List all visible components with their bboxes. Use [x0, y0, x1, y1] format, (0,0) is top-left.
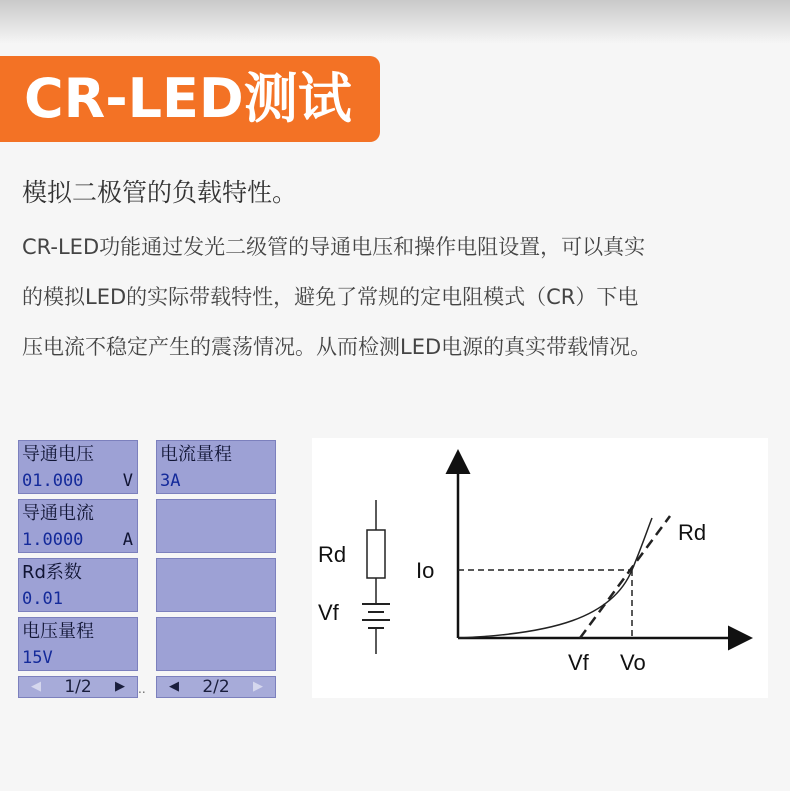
- menu-item-value: 3A: [160, 471, 181, 491]
- page-separator: ..: [138, 682, 146, 696]
- subtitle: 模拟二极管的负载特性。: [22, 178, 298, 207]
- description-line: CR-LED功能通过发光二级管的导通电压和操作电阻设置，可以真实: [22, 235, 646, 259]
- menu-item-unit: A: [122, 530, 133, 550]
- rd-label: Rd: [318, 542, 347, 567]
- menu-item-empty[interactable]: [156, 617, 276, 671]
- rd-line: [580, 516, 670, 638]
- prev-page-icon[interactable]: ◀: [169, 679, 179, 694]
- pager-left: [18, 676, 138, 698]
- menu-item-on-voltage[interactable]: [18, 440, 138, 494]
- menu-item-current-range[interactable]: [156, 440, 276, 494]
- menu-item-empty[interactable]: [156, 558, 276, 612]
- menu-item-voltage-range[interactable]: [18, 617, 138, 671]
- menu-item-on-current[interactable]: [18, 499, 138, 553]
- x-vf-label: Vf: [568, 650, 589, 675]
- resistor-icon: [367, 530, 385, 578]
- menu-item-value: 01.000: [22, 471, 84, 491]
- menu-item-value: 0.01: [22, 589, 63, 609]
- vf-label: Vf: [318, 600, 339, 625]
- page-title: CR-LED测试: [0, 56, 380, 142]
- menu-item-label: 电压量程: [22, 621, 94, 642]
- menu-column-left: [18, 440, 138, 698]
- description-line: 压电流不稳定产生的震荡情况。从而检测LED电源的真实带载情况。: [22, 335, 652, 359]
- x-vo-label: Vo: [620, 650, 646, 675]
- description-line: 的模拟LED的实际带载特性，避免了常规的定电阻模式（CR）下电: [22, 285, 639, 309]
- menu-item-empty[interactable]: [156, 499, 276, 553]
- menu-item-label: 电流量程: [160, 444, 232, 465]
- menu-item-unit: V: [122, 471, 133, 491]
- menu-column-right: [156, 440, 276, 698]
- description: [22, 222, 772, 372]
- menu-item-value: 15V: [22, 648, 53, 668]
- top-shadow: [0, 0, 790, 44]
- page-indicator: 2/2: [202, 677, 230, 697]
- io-label: Io: [416, 558, 435, 583]
- curve-rd-label: Rd: [678, 520, 707, 545]
- menu-item-rd-coefficient[interactable]: [18, 558, 138, 612]
- cr-led-diagram: [312, 438, 768, 698]
- menu-item-label: 导通电流: [22, 503, 94, 524]
- prev-page-icon[interactable]: ◀: [31, 679, 41, 694]
- page-indicator: 1/2: [64, 677, 92, 697]
- menu-item-value: 1.0000: [22, 530, 84, 550]
- pager-right: [156, 676, 276, 698]
- diagram-svg: [312, 438, 768, 698]
- menu-item-label: Rd系数: [22, 562, 82, 583]
- next-page-icon[interactable]: ▶: [253, 679, 263, 694]
- menu-item-label: 导通电压: [22, 444, 94, 465]
- next-page-icon[interactable]: ▶: [115, 679, 125, 694]
